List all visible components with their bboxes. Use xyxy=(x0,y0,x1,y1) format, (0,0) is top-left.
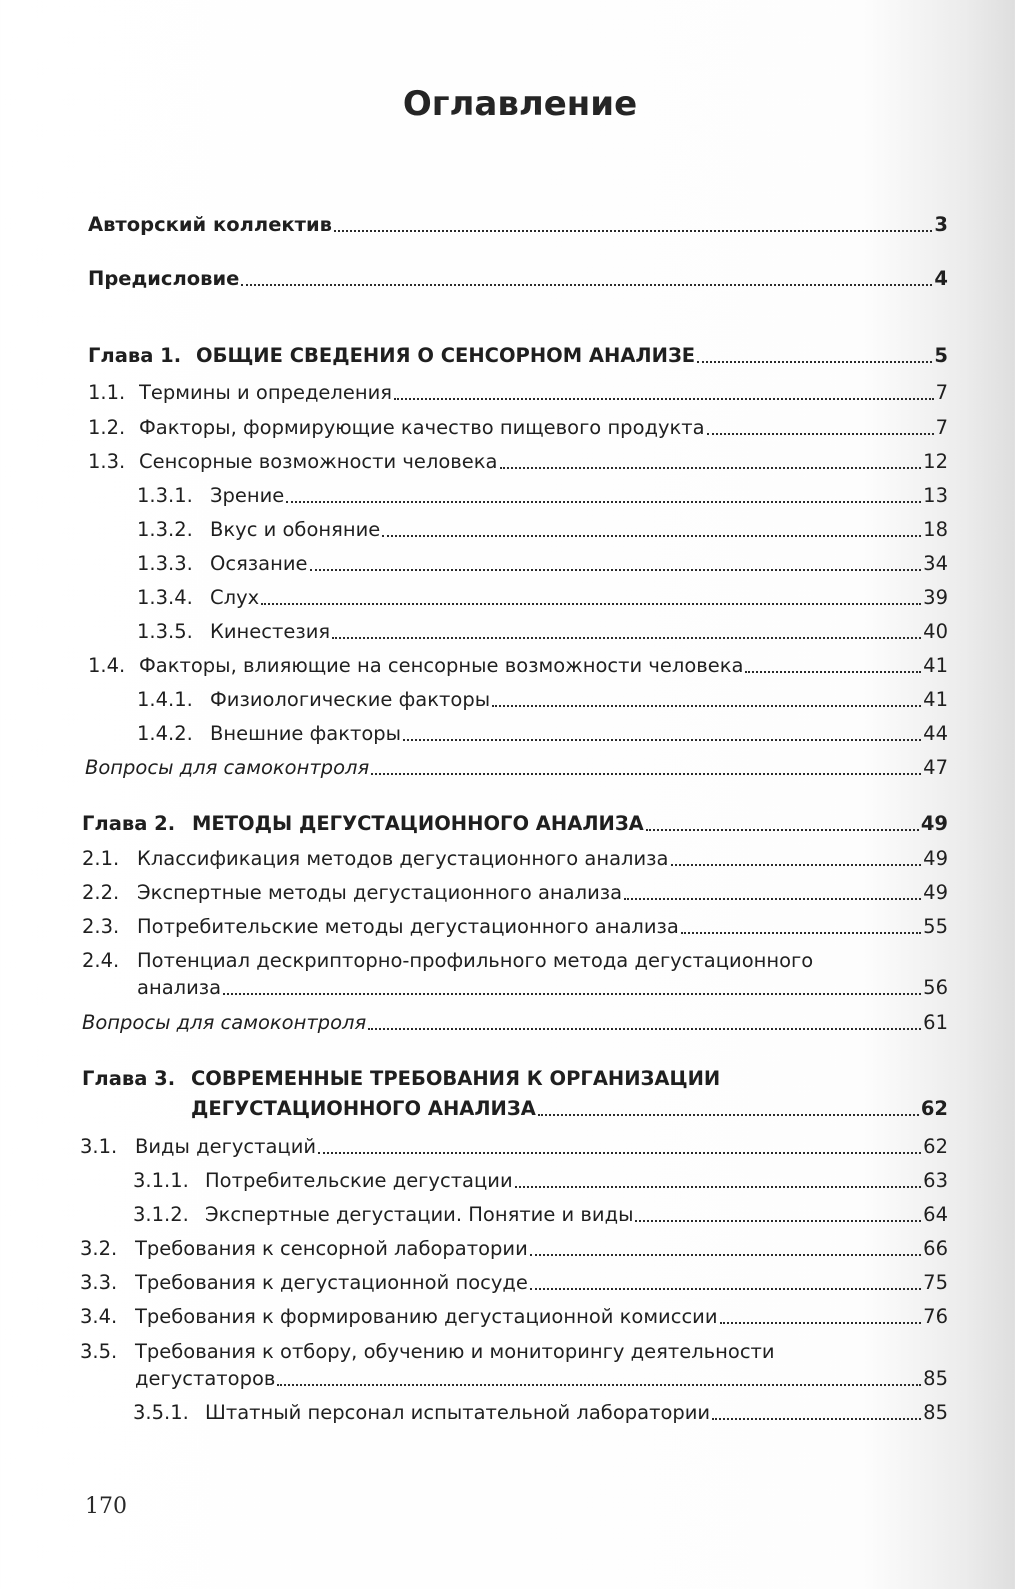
toc-entry-3-5-line1 xyxy=(80,1339,775,1365)
subsection-page: 13 xyxy=(923,484,948,507)
section-title: Сенсорные возможности человека xyxy=(139,450,498,473)
section-number: 3.2. xyxy=(80,1237,118,1260)
toc-entry xyxy=(82,880,948,906)
section-number: 1.4. xyxy=(88,654,126,677)
section-page: 7 xyxy=(935,416,948,439)
toc-chapter-1 xyxy=(88,343,948,369)
chapter-title: СОВРЕМЕННЫЕ ТРЕБОВАНИЯ К ОРГАНИЗАЦИИ xyxy=(191,1067,721,1090)
section-number: 3.1. xyxy=(80,1135,118,1158)
chapter-title: ОБЩИЕ СВЕДЕНИЯ О СЕНСОРНОМ АНАЛИЗЕ xyxy=(196,344,696,367)
toc-entry-authors xyxy=(88,212,948,238)
dot-leader xyxy=(277,1384,921,1386)
dot-leader xyxy=(286,501,921,503)
section-title: Экспертные методы дегустационного анализа xyxy=(137,881,623,904)
section-title: Требования к сенсорной лаборатории xyxy=(135,1237,528,1260)
subsection-number: 3.5.1. xyxy=(133,1401,189,1424)
toc-entry-questions xyxy=(85,755,948,781)
toc-chapter-3-line2 xyxy=(191,1096,948,1122)
section-number: 2.2. xyxy=(82,881,120,904)
toc-entry xyxy=(80,1304,948,1330)
section-page: 62 xyxy=(923,1135,948,1158)
dot-leader xyxy=(624,898,921,900)
dot-leader xyxy=(500,467,922,469)
toc-entry-questions xyxy=(82,1010,948,1036)
subsection-title: Кинестезия xyxy=(210,620,331,643)
toc-subentry xyxy=(133,1202,948,1228)
subsection-number: 3.1.1. xyxy=(133,1169,189,1192)
subsection-page: 18 xyxy=(923,518,948,541)
section-title: Требования к дегустационной посуде xyxy=(135,1271,528,1294)
subsection-title: Потребительские дегустации xyxy=(205,1169,513,1192)
dot-leader xyxy=(318,1152,921,1154)
subsection-number: 1.3.1. xyxy=(137,484,193,507)
subsection-page: 40 xyxy=(923,620,948,643)
dot-leader xyxy=(707,433,934,435)
subsection-page: 85 xyxy=(923,1401,948,1424)
section-number: 2.3. xyxy=(82,915,120,938)
chapter-number: Глава 2. xyxy=(82,812,176,835)
dot-leader xyxy=(538,1114,919,1116)
toc-entry-preface xyxy=(88,266,948,292)
questions-page: 61 xyxy=(923,1011,948,1034)
subsection-title: Осязание xyxy=(210,552,308,575)
toc-entry xyxy=(80,1134,948,1160)
section-page: 55 xyxy=(923,915,948,938)
subsection-number: 3.1.2. xyxy=(133,1203,189,1226)
page-number: 170 xyxy=(85,1494,127,1519)
section-number: 3.5. xyxy=(80,1340,118,1363)
section-number: 3.4. xyxy=(80,1305,118,1328)
subsection-title: Штатный персонал испытательной лаборатории xyxy=(205,1401,711,1424)
toc-entry xyxy=(88,415,948,441)
subsection-title: Вкус и обоняние xyxy=(210,518,381,541)
toc-entry-page: 4 xyxy=(934,267,948,290)
section-title-continued: дегустаторов xyxy=(135,1367,276,1390)
toc-subentry xyxy=(137,619,948,645)
dot-leader xyxy=(712,1418,921,1420)
toc-entry-text: Авторский коллектив xyxy=(88,213,332,236)
toc-chapter-3-line1 xyxy=(82,1066,720,1092)
section-title: Требования к отбору, обучению и мониторингу деятельности xyxy=(135,1340,775,1363)
section-page: 85 xyxy=(923,1367,948,1390)
section-page: 7 xyxy=(935,381,948,404)
subsection-page: 34 xyxy=(923,552,948,575)
toc-entry-2-4-line2 xyxy=(137,975,948,1001)
section-page: 66 xyxy=(923,1237,948,1260)
section-title-continued: анализа xyxy=(137,976,222,999)
section-title: Требования к формированию дегустационной комиссии xyxy=(135,1305,718,1328)
toc-entry xyxy=(88,653,948,679)
dot-leader xyxy=(223,993,921,995)
subsection-title: Физиологические факторы xyxy=(210,688,491,711)
toc-entry-page: 3 xyxy=(934,213,948,236)
chapter-page: 49 xyxy=(920,812,948,835)
dot-leader xyxy=(332,637,921,639)
toc-entry-text: Предисловие xyxy=(88,267,240,290)
toc-entry-3-5-line2 xyxy=(135,1366,948,1392)
section-page: 12 xyxy=(923,450,948,473)
dot-leader xyxy=(334,230,932,232)
toc-entry xyxy=(88,449,948,475)
section-page: 76 xyxy=(923,1305,948,1328)
section-page: 56 xyxy=(923,976,948,999)
chapter-title-continued: ДЕГУСТАЦИОННОГО АНАЛИЗА xyxy=(191,1097,536,1120)
dot-leader xyxy=(261,603,921,605)
toc-subentry xyxy=(137,687,948,713)
chapter-page: 62 xyxy=(920,1097,948,1120)
section-page: 49 xyxy=(923,881,948,904)
section-title: Потребительские методы дегустационного анализа xyxy=(137,915,679,938)
dot-leader xyxy=(635,1220,921,1222)
chapter-number: Глава 1. xyxy=(88,344,182,367)
dot-leader xyxy=(310,569,922,571)
section-number: 2.4. xyxy=(82,949,120,972)
subsection-number: 1.4.1. xyxy=(137,688,193,711)
questions-title: Вопросы для самоконтроля xyxy=(85,756,370,779)
questions-page: 47 xyxy=(923,756,948,779)
dot-leader xyxy=(515,1186,922,1188)
subsection-page: 44 xyxy=(923,722,948,745)
section-number: 1.2. xyxy=(88,416,126,439)
subsection-number: 1.4.2. xyxy=(137,722,193,745)
section-number: 2.1. xyxy=(82,847,120,870)
toc-entry xyxy=(80,1270,948,1296)
section-title: Классификация методов дегустационного анализа xyxy=(137,847,669,870)
toc-subentry xyxy=(137,721,948,747)
toc-subentry xyxy=(137,551,948,577)
subsection-page: 41 xyxy=(923,688,948,711)
toc-subentry xyxy=(133,1168,948,1194)
section-title: Термины и определения xyxy=(139,381,393,404)
subsection-title: Слух xyxy=(210,586,260,609)
dot-leader xyxy=(403,739,921,741)
subsection-number: 1.3.3. xyxy=(137,552,193,575)
dot-leader xyxy=(371,773,921,775)
subsection-number: 1.3.2. xyxy=(137,518,193,541)
dot-leader xyxy=(720,1322,922,1324)
section-number: 1.1. xyxy=(88,381,126,404)
subsection-number: 1.3.4. xyxy=(137,586,193,609)
section-page: 41 xyxy=(923,654,948,677)
section-number: 1.3. xyxy=(88,450,126,473)
dot-leader xyxy=(646,829,919,831)
toc-subentry xyxy=(137,483,948,509)
chapter-number: Глава 3. xyxy=(82,1067,176,1090)
subsection-page: 64 xyxy=(923,1203,948,1226)
subsection-page: 63 xyxy=(923,1169,948,1192)
section-number: 3.3. xyxy=(80,1271,118,1294)
toc-subentry xyxy=(137,585,948,611)
section-page: 49 xyxy=(923,847,948,870)
dot-leader xyxy=(530,1254,921,1256)
subsection-title: Зрение xyxy=(210,484,285,507)
dot-leader xyxy=(492,705,921,707)
toc-subentry xyxy=(137,517,948,543)
dot-leader xyxy=(671,864,922,866)
dot-leader xyxy=(368,1028,921,1030)
toc-subentry xyxy=(133,1400,948,1426)
dot-leader xyxy=(697,361,932,363)
toc-entry-2-4-line1 xyxy=(82,948,813,974)
subsection-number: 1.3.5. xyxy=(137,620,193,643)
subsection-title: Внешние факторы xyxy=(210,722,402,745)
subsection-page: 39 xyxy=(923,586,948,609)
dot-leader xyxy=(681,932,921,934)
chapter-title: МЕТОДЫ ДЕГУСТАЦИОННОГО АНАЛИЗА xyxy=(192,812,644,835)
toc-entry xyxy=(80,1236,948,1262)
dot-leader xyxy=(745,671,921,673)
dot-leader xyxy=(530,1288,921,1290)
section-title: Виды дегустаций xyxy=(135,1135,317,1158)
dot-leader xyxy=(241,284,932,286)
chapter-page: 5 xyxy=(934,344,948,367)
questions-title: Вопросы для самоконтроля xyxy=(82,1011,367,1034)
dot-leader xyxy=(382,535,921,537)
toc-entry xyxy=(82,914,948,940)
dot-leader xyxy=(394,398,934,400)
toc-chapter-2 xyxy=(82,811,948,837)
toc-entry xyxy=(88,380,948,406)
section-title: Факторы, формирующие качество пищевого продукта xyxy=(139,416,705,439)
toc-entry xyxy=(82,846,948,872)
subsection-title: Экспертные дегустации. Понятие и виды xyxy=(205,1203,634,1226)
section-title: Потенциал дескрипторно-профильного метода дегустационного xyxy=(137,949,814,972)
section-page: 75 xyxy=(923,1271,948,1294)
section-title: Факторы, влияющие на сенсорные возможности человека xyxy=(139,654,744,677)
page-title: Оглавление xyxy=(402,84,638,124)
